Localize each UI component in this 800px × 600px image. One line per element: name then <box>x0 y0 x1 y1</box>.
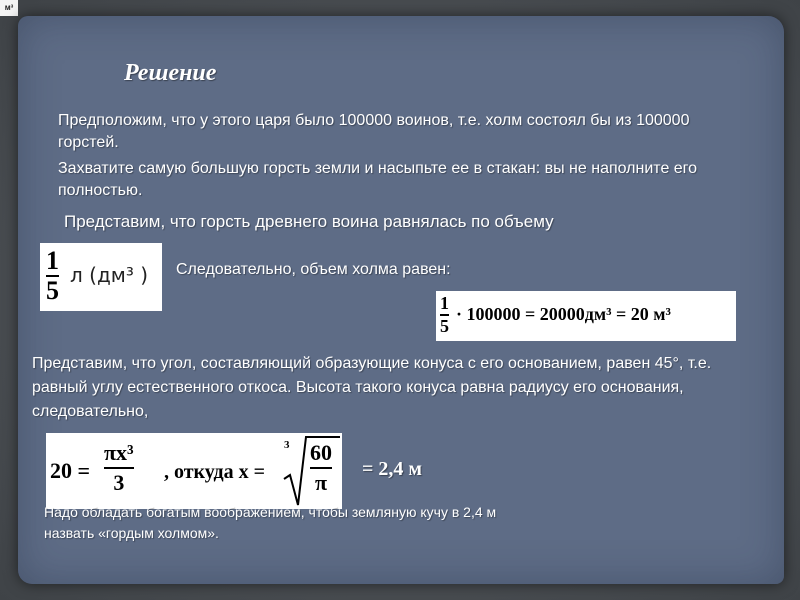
fraction-one-fifth-2 <box>440 293 449 337</box>
paragraph-handful: Захватите самую большую горсть земли и насыпьте ее в стакан: вы не наполните его полностью. <box>58 160 698 199</box>
fraction-one-fifth <box>46 247 59 305</box>
conclusion-line-2: назвать «гордым холмом». <box>44 525 219 541</box>
fraction-denominator: 3 <box>113 470 125 495</box>
result-value: = 2,4 м <box>362 458 423 480</box>
formula-hill-volume <box>436 291 736 341</box>
paragraph-warriors: Предположим, что у этого царя было 100000 воинов, т.е. холм состоял бы из 100000 горстей. <box>58 112 690 151</box>
fraction-numerator: 1 <box>440 293 449 313</box>
unit-badge: м³ <box>0 0 18 16</box>
formula-handful-volume <box>40 243 162 311</box>
slide-title: Решение <box>124 60 217 86</box>
paragraph-conclusion <box>44 502 764 544</box>
fraction-denominator: 5 <box>440 316 449 336</box>
fraction-denominator: 5 <box>46 276 59 305</box>
root-index: 3 <box>284 439 290 451</box>
paragraph-handful-volume: Представим, что горсть древнего воина равнялась по объему <box>64 212 554 231</box>
equation-middle: , откуда x = <box>164 461 266 483</box>
conclusion-line-1: Надо обладать богатым воображением, чтобы земляную кучу в 2,4 м <box>44 504 497 520</box>
fraction-denominator: π <box>314 470 328 495</box>
paragraph-cone: Представим, что угол, составляющий образующие конуса с его основанием, равен 45°, т.е. равный углу естественного откоса. Высота такого конуса равна радиусу его основания, следовательно, <box>32 355 712 420</box>
volume-unit: л (дм³ ) <box>70 263 149 287</box>
fraction-numerator: 1 <box>46 246 59 275</box>
cone-volume-fraction <box>104 439 134 497</box>
hill-volume-expression: · 100000 = 20000дм³ = 20 м³ <box>456 304 671 324</box>
paragraph-hill-volume: Следовательно, объем холма равен: <box>176 261 451 278</box>
formula-cone-height <box>46 433 342 509</box>
fraction-numerator: πx³ <box>104 440 134 465</box>
root-fraction <box>310 439 332 497</box>
fraction-numerator: 60 <box>310 440 332 465</box>
equation-lhs: 20 = <box>50 458 91 483</box>
